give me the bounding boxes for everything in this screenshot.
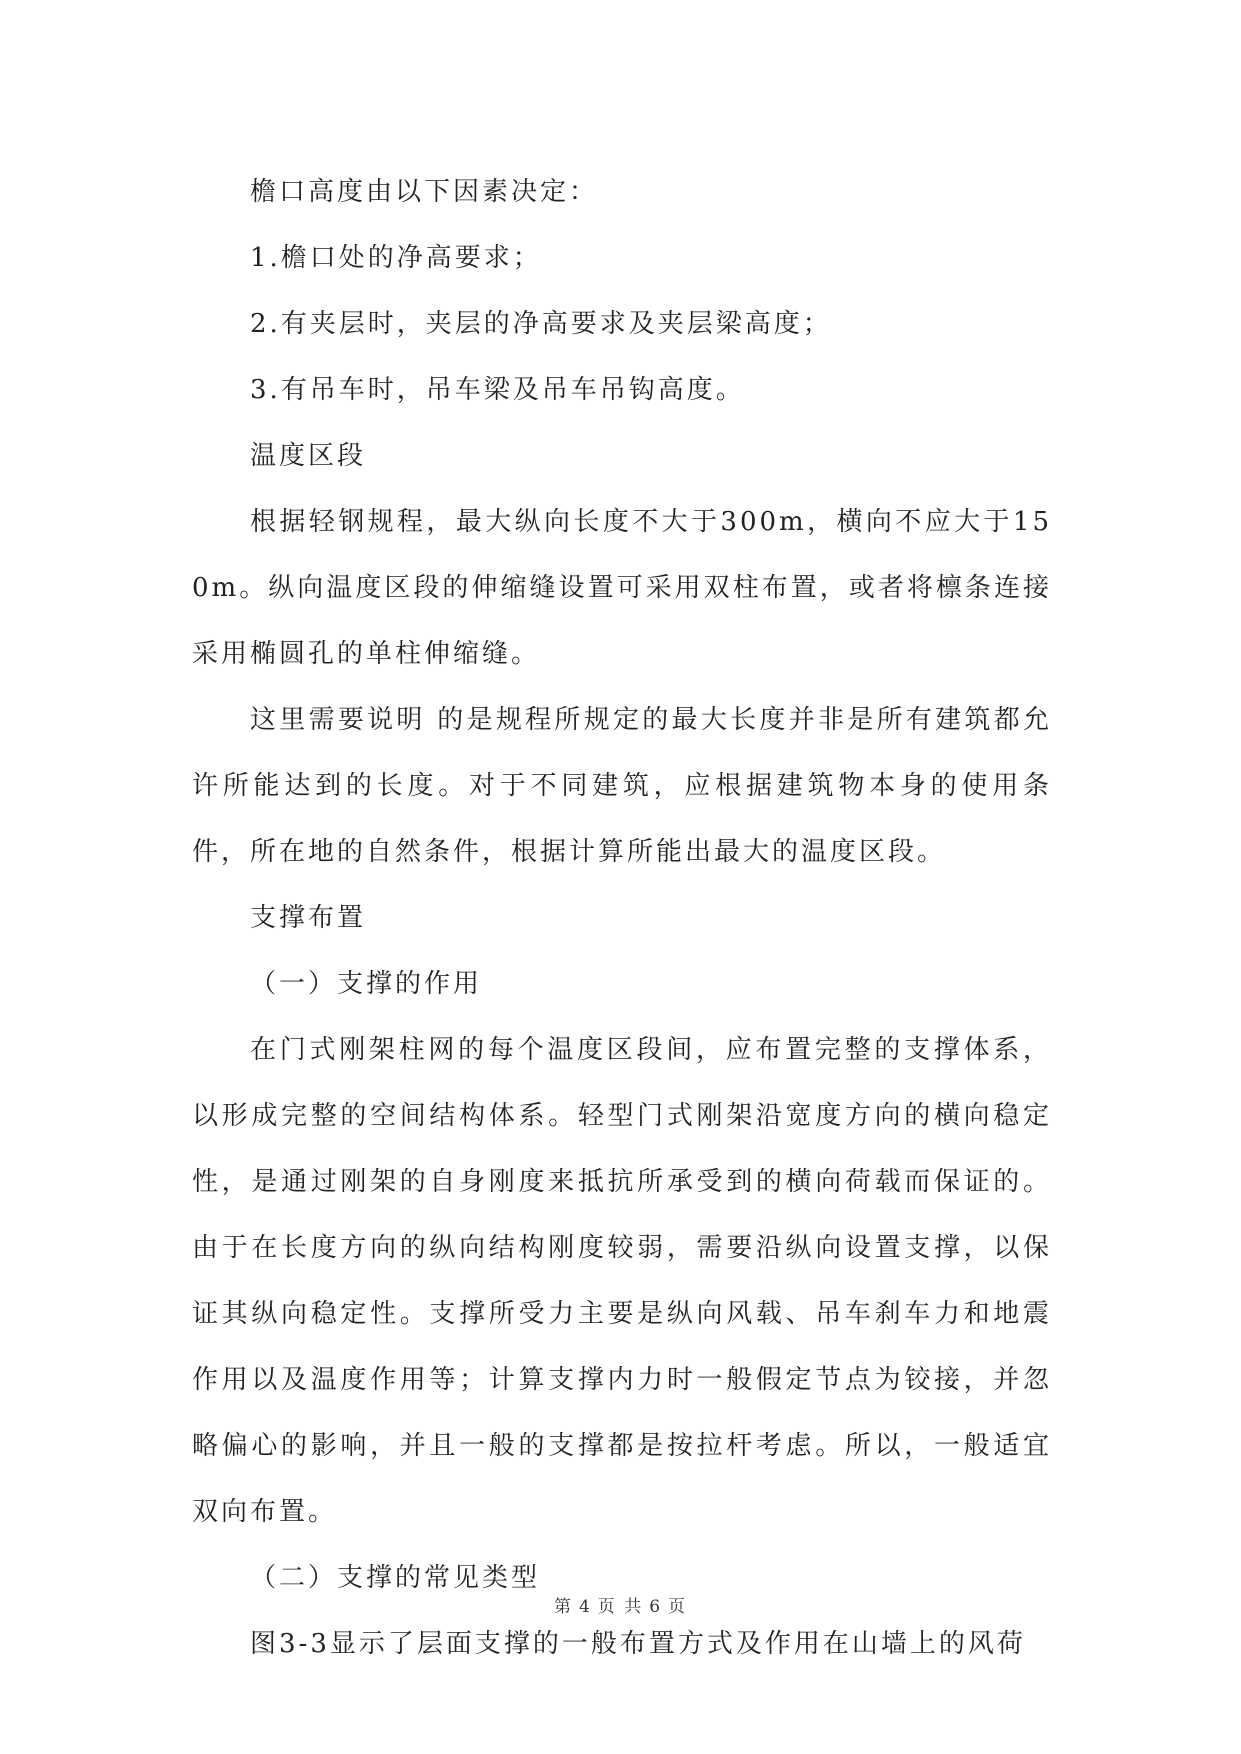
footer-suffix: 页: [668, 1597, 688, 1617]
page-footer: [0, 1592, 1241, 1617]
list-item-3: 3.有吊车时，吊车梁及吊车吊钩高度。: [250, 375, 745, 405]
paragraph-eave-height-intro: 檐口高度由以下因素决定：: [250, 177, 599, 207]
subheading-bracing-function: （一）支撑的作用: [250, 969, 483, 999]
footer-middle: 页 共: [597, 1597, 644, 1617]
footer-current-page: 4: [578, 1597, 592, 1617]
footer-prefix: 第: [553, 1597, 573, 1617]
paragraph-temperature-rules: 根据轻钢规程，最大纵向长度不大于300m，横向不应大于150m。纵向温度区段的伸缩缝设置可采用双柱布置，或者将檩条连接采用椭圆孔的单柱伸缩缝。: [192, 507, 1052, 669]
paragraph-temperature-note: 这里需要说明 的是规程所规定的最大长度并非是所有建筑都允许所能达到的长度。对于不同建筑，应根据建筑物本身的使用条件，所在地的自然条件，根据计算所能出最大的温度区段。: [192, 705, 1052, 867]
section-heading-bracing: 支撑布置: [250, 903, 367, 933]
paragraph-bracing-types: 图3-3显示了层面支撑的一般布置方式及作用在山墙上的风荷: [250, 1629, 1026, 1659]
subheading-bracing-types: （二）支撑的常见类型: [250, 1563, 541, 1593]
list-item-1: 1.檐口处的净高要求；: [250, 243, 542, 273]
paragraph-bracing-function: 在门式刚架柱网的每个温度区段间，应布置完整的支撑体系，以形成完整的空间结构体系。轻型门式刚架沿宽度方向的横向稳定性，是通过刚架的自身刚度来抵抗所承受到的横向荷载而保证的。由于在长度方向的纵向结构刚度较弱，需要沿纵向设置支撑，以保证其纵向稳定性。支撑所受力主要是纵向风载、吊车刹车力和地震作用以及温度作用等；计算支撑内力时一般假定节点为铰接，并忽略偏心的影响，并且一般的支撑都是按拉杆考虑。所以，一般适宜双向布置。: [192, 1035, 1052, 1527]
body-text: [192, 159, 1052, 1677]
list-item-2: 2.有夹层时，夹层的净高要求及夹层梁高度；: [250, 309, 832, 339]
section-heading-temperature: 温度区段: [250, 441, 367, 471]
footer-total-pages: 6: [649, 1597, 663, 1617]
